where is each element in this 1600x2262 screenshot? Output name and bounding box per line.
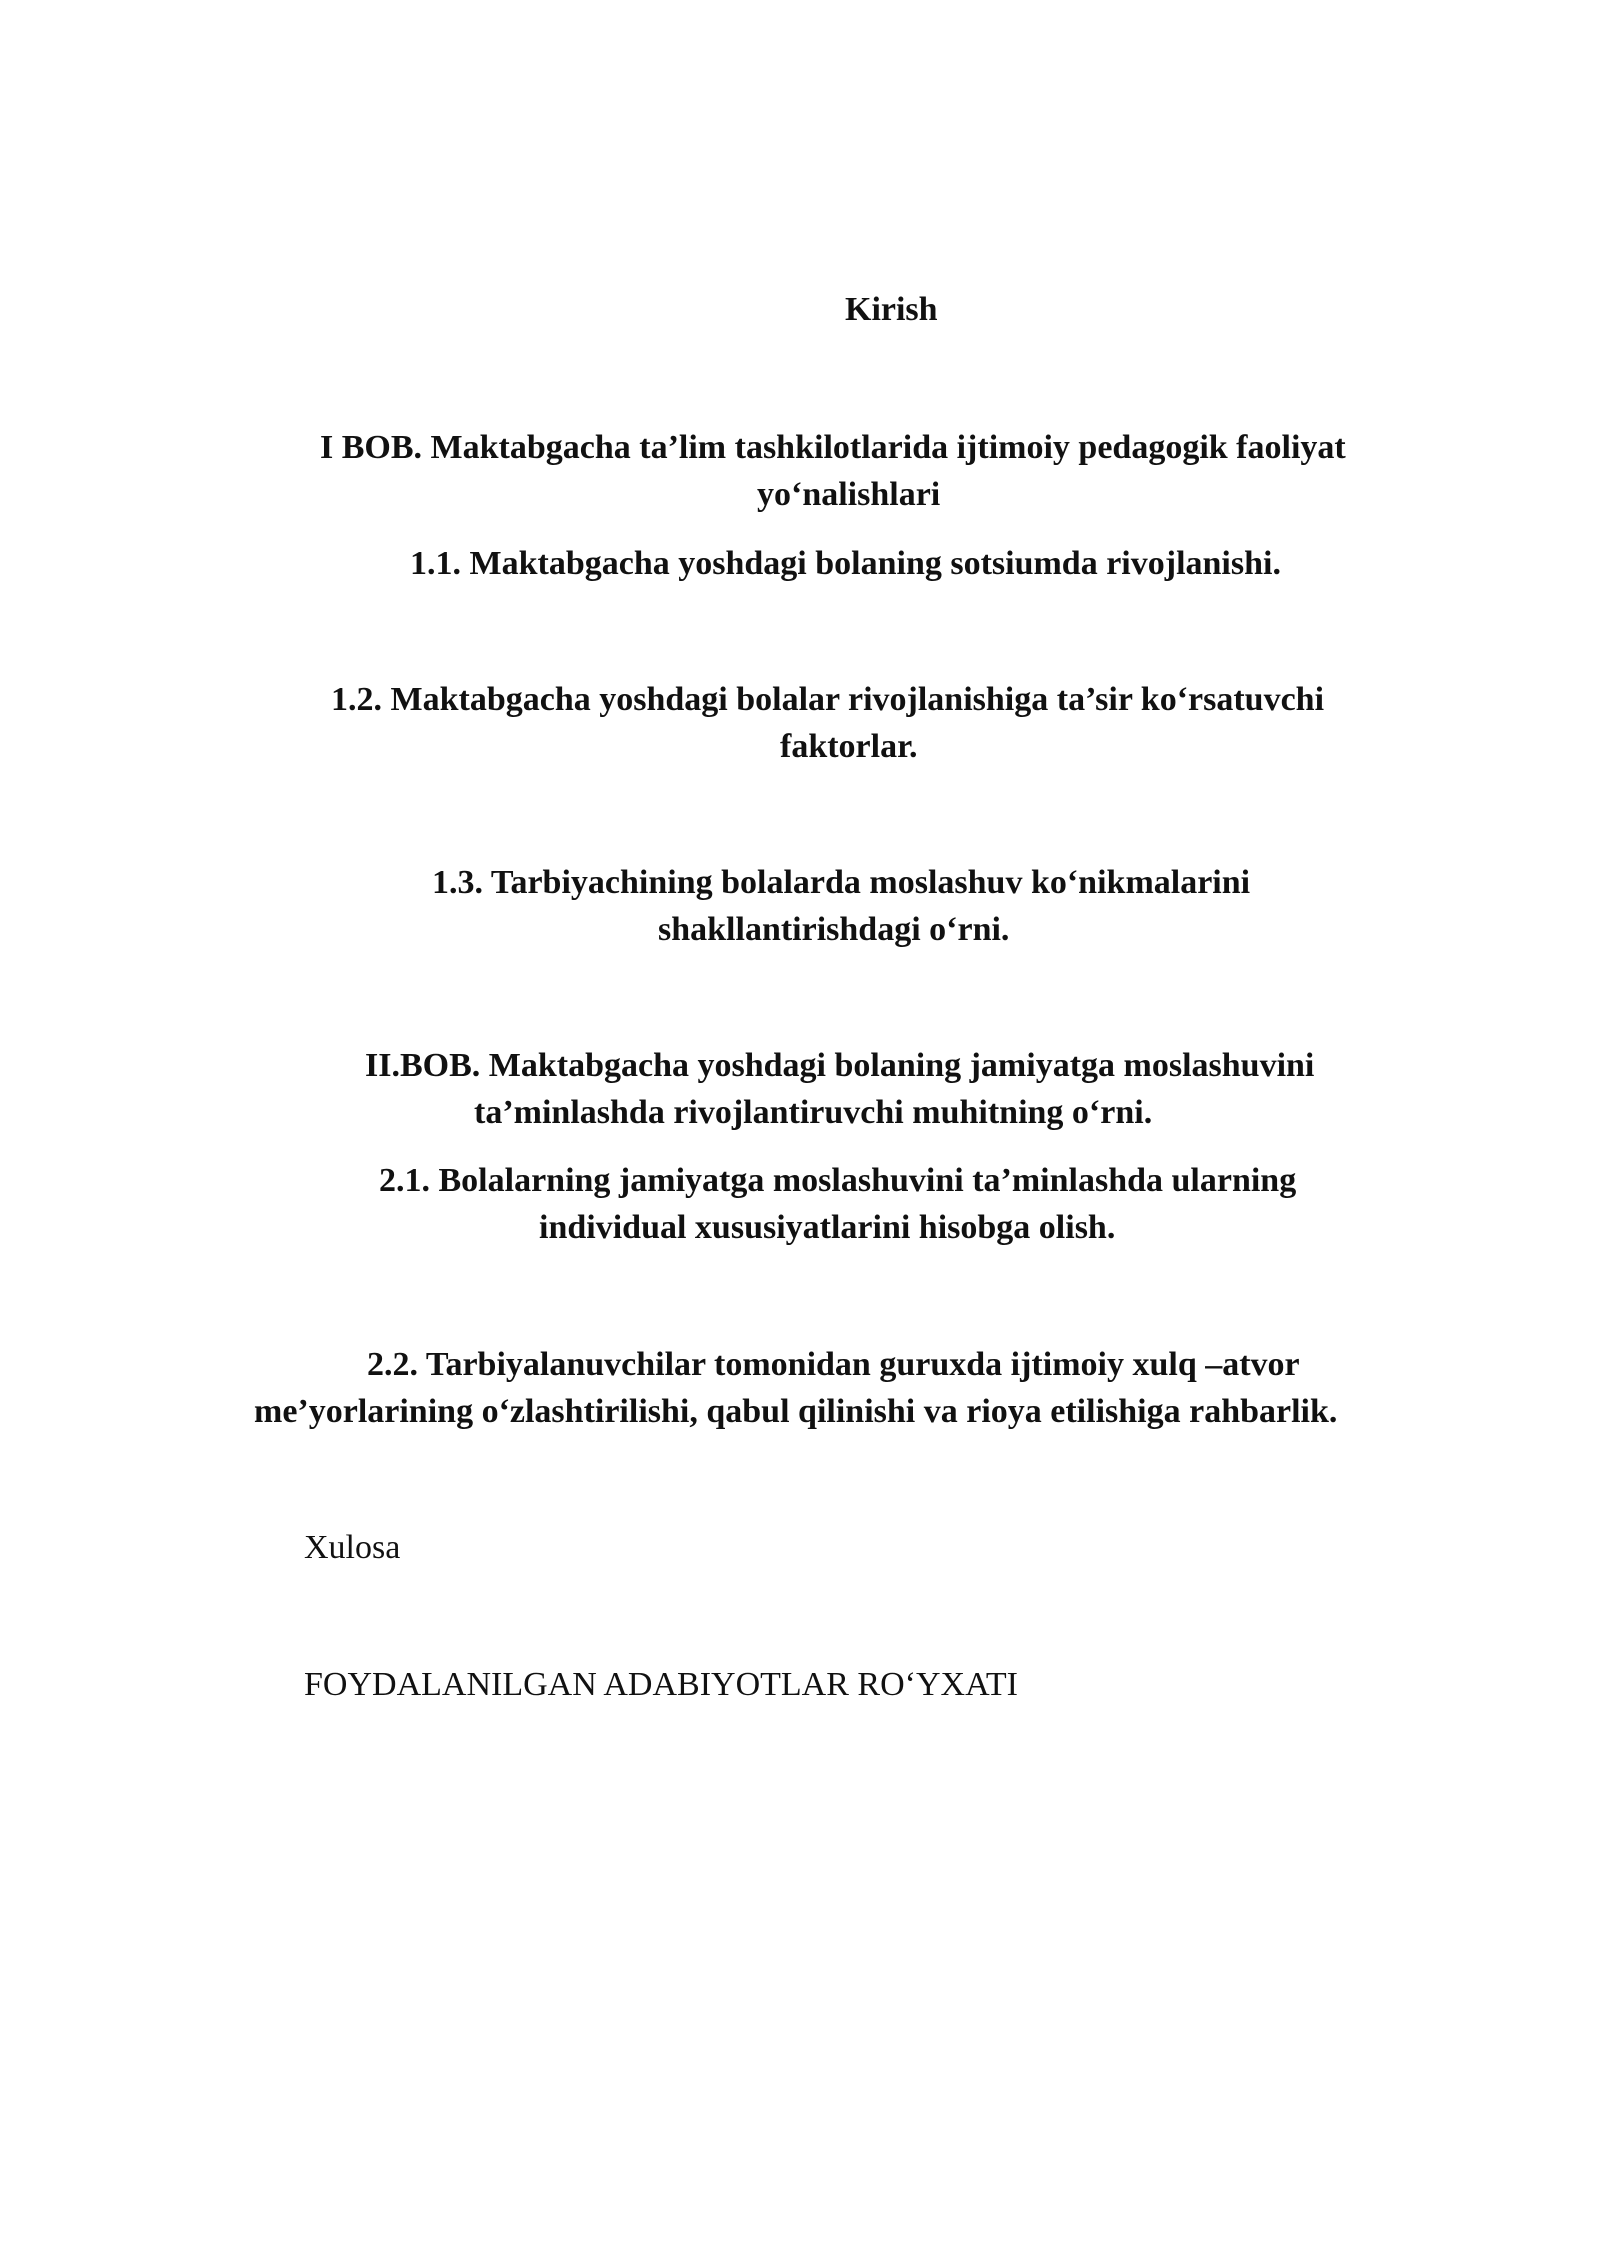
toc-section-2-2-line2: me’yorlarining o‘zlashtirilishi, qabul qilinishi va rioya etilishiga rahbarlik. <box>254 1393 1338 1430</box>
toc-chapter1-line1: I BOB. Maktabgacha ta’lim tashkilotlarida ijtimoiy pedagogik faoliyat <box>320 429 1346 466</box>
toc-section-2-1-line2: individual xususiyatlarini hisobga olish. <box>539 1209 1116 1246</box>
toc-section-1-2-line1: 1.2. Maktabgacha yoshdagi bolalar rivojlanishiga ta’sir ko‘rsatuvchi <box>331 681 1325 718</box>
toc-references: FOYDALANILGAN ADABIYOTLAR RO‘YXATI <box>304 1666 1018 1703</box>
toc-xulosa: Xulosa <box>304 1529 401 1566</box>
toc-section-2-2-line1: 2.2. Tarbiyalanuvchilar tomonidan guruxda ijtimoiy xulq –atvor <box>367 1346 1300 1383</box>
toc-chapter1-line2: yo‘nalishlari <box>757 476 941 513</box>
toc-chapter2-line1: II.BOB. Maktabgacha yoshdagi bolaning jamiyatga moslashuvini <box>365 1047 1315 1084</box>
toc-section-1-2-line2: faktorlar. <box>780 728 918 765</box>
toc-section-1-3-line2: shakllantirishdagi o‘rni. <box>658 911 1010 948</box>
toc-section-2-1-line1: 2.1. Bolalarning jamiyatga moslashuvini ta’minlashda ularning <box>379 1162 1297 1199</box>
toc-chapter2-line2: ta’minlashda rivojlantiruvchi muhitning o‘rni. <box>474 1094 1153 1131</box>
toc-section-1-3-line1: 1.3. Tarbiyachining bolalarda moslashuv ko‘nikmalarini <box>432 864 1251 901</box>
toc-section-1-1: 1.1. Maktabgacha yoshdagi bolaning sotsiumda rivojlanishi. <box>410 545 1281 582</box>
toc-kirish: Kirish <box>845 291 938 328</box>
